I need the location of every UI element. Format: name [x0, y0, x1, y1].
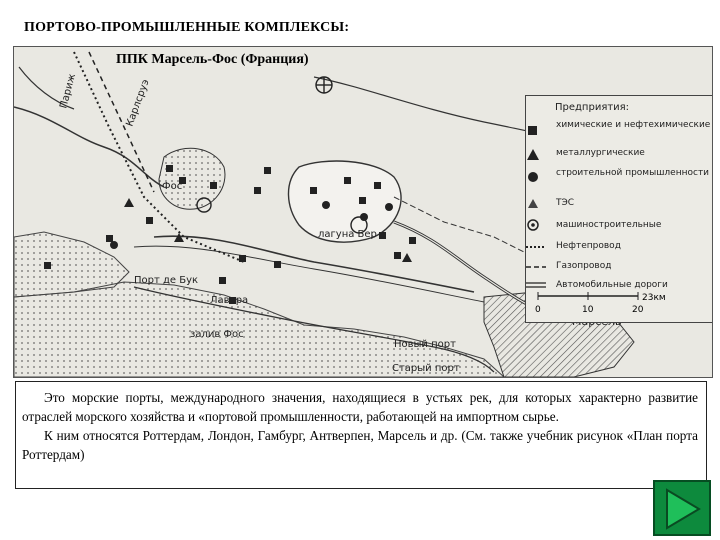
slide-title: ПОРТОВО-ПРОМЫШЛЕННЫЕ КОМПЛЕКСЫ: [24, 20, 350, 35]
double-line-icon [526, 280, 548, 290]
legend-item-chemical: химические и нефтехимические [556, 120, 711, 130]
map-legend [525, 95, 713, 323]
gear-circle-icon [526, 218, 540, 232]
legend-item-oil-pipeline: Нефтепровод [556, 241, 621, 251]
legend-item-machine: машиностроительные [556, 220, 662, 230]
caption-paragraph-2: К ним относятся Роттердам, Лондон, Гамбург, Антверпен, Марсель и др. (См. также учебник рисунок «План порта Роттердам) [22, 428, 698, 462]
circle-filled-icon [526, 170, 540, 184]
etang-area [159, 148, 225, 209]
label-paris: Париж [58, 72, 79, 110]
label-gulf-fos: залив Фос [190, 329, 244, 340]
legend-item-tes: ТЭС [556, 198, 575, 208]
scale-unit: 23км [642, 293, 666, 303]
rhone-river [14, 107, 164, 187]
legend-item-roads: Автомобильные дороги [556, 280, 668, 290]
next-slide-button[interactable] [653, 480, 711, 536]
caption-box [15, 381, 707, 489]
dotted-line-icon [526, 242, 548, 252]
label-lavera: Лавера [210, 295, 249, 306]
label-lagoon-berre: лагуна Бер [318, 229, 377, 240]
label-fos: Фос [162, 181, 183, 192]
legend-item-construction: строительной промышленности [556, 168, 710, 178]
legend-item-gas-pipeline: Газопровод [556, 261, 612, 271]
triangle-small-icon [526, 196, 540, 210]
triangle-filled-icon [526, 148, 540, 162]
label-karlsruhe: Карлсруэ [124, 78, 152, 129]
scale-bar [534, 290, 710, 318]
scale-tick-0: 0 [535, 305, 541, 315]
legend-item-metallurgy: металлургические [556, 148, 645, 158]
dashed-line-icon [526, 262, 548, 272]
legend-title: Предприятия: [555, 102, 630, 113]
map [13, 46, 713, 378]
scale-tick-10: 10 [582, 305, 594, 315]
square-filled-icon [526, 124, 540, 138]
label-old-port: Старый порт [392, 363, 460, 374]
label-port-de-bouc: Порт де Бук [134, 275, 199, 286]
play-triangle-icon [663, 488, 703, 530]
scale-tick-20: 20 [632, 305, 644, 315]
label-new-port: Новый порт [394, 339, 456, 350]
caption-paragraph-1: Это морские порты, международного значения, находящиеся в устьях рек, для которых характерно развитие отраслей морского хозяйства и «портовой промышленности, работающей на импортном сырье. [22, 390, 698, 424]
map-subtitle: ППК Марсель-Фос (Франция) [116, 52, 309, 67]
